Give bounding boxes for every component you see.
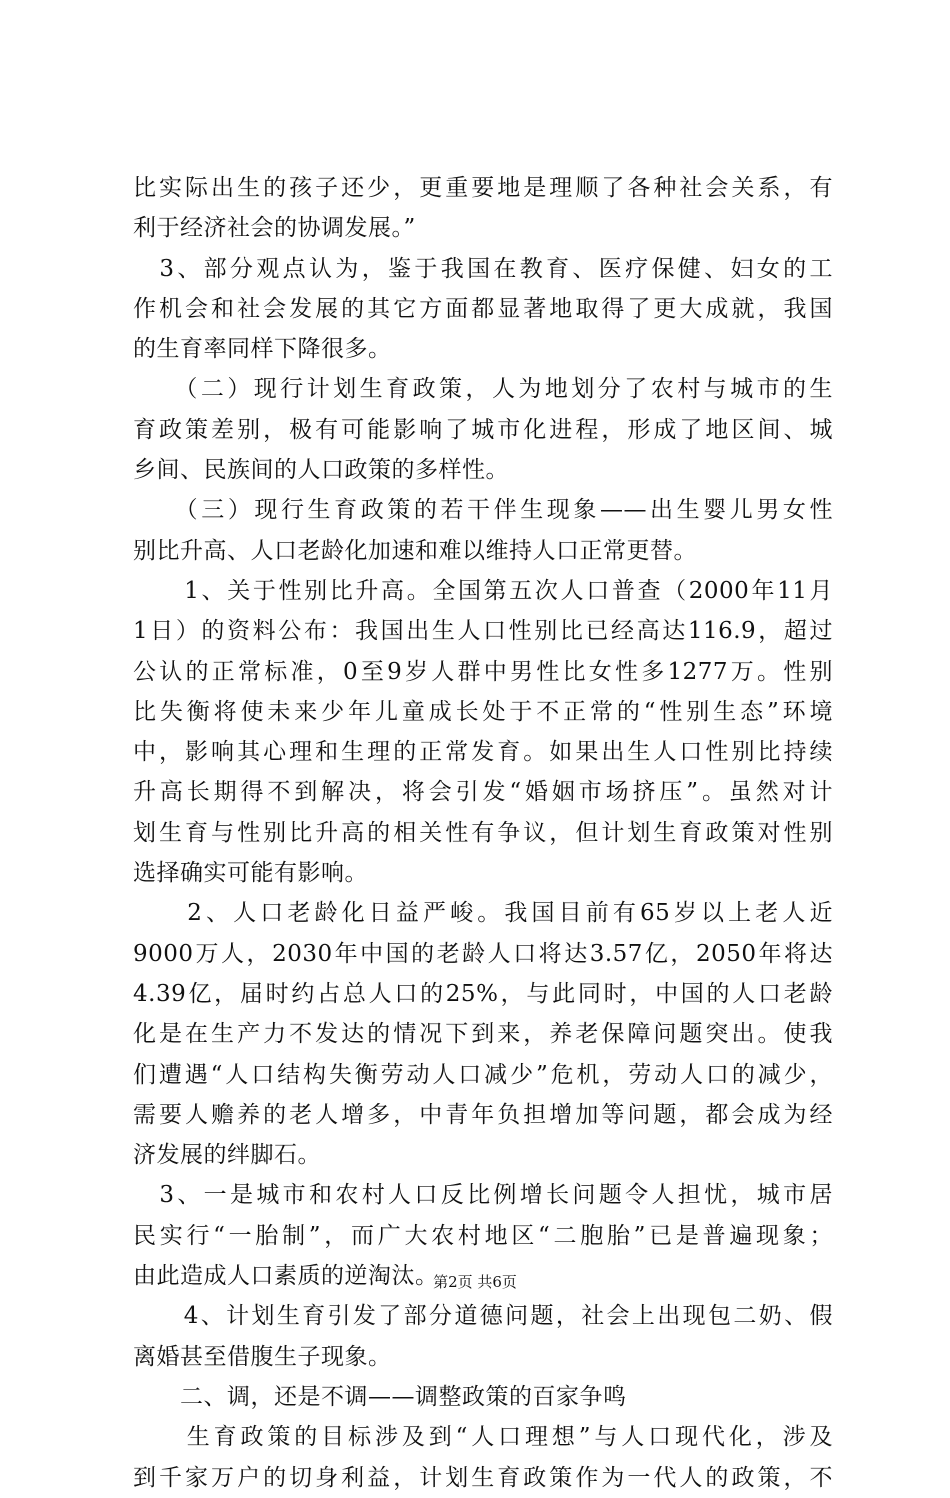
text-line: 乡间、民族间的人口政策的多样性。 [133, 457, 509, 484]
text-line: 二、调，还是不调——调整政策的百家争鸣 [133, 1383, 627, 1410]
text-line: 由此造成人口素质的逆淘汰。 [133, 1263, 439, 1290]
page-footer: 第2页 共6页 [433, 1273, 517, 1291]
text-line: 作机会和社会发展的其它方面都显著地取得了更大成就，我国 [133, 295, 833, 322]
text-line: 需要人赡养的老人增多，中青年负担增加等问题，都会成为经 [133, 1101, 833, 1128]
text-line: （三）现行生育政策的若干伴生现象——出生婴儿男女性 [133, 497, 833, 524]
text-line: 3、一是城市和农村人口反比例增长问题令人担忧，城市居 [133, 1182, 833, 1209]
text-line: 划生育与性别比升高的相关性有争议，但计划生育政策对性别 [133, 819, 833, 846]
text-line: 3、部分观点认为，鉴于我国在教育、医疗保健、妇女的工 [133, 255, 833, 282]
text-line: 1日）的资料公布：我国出生人口性别比已经高达116.9，超过 [133, 618, 833, 645]
text-line: 2、人口老龄化日益严峻。我国目前有65岁以上老人近 [133, 900, 833, 927]
text-line: 别比升高、人口老龄化加速和难以维持人口正常更替。 [133, 537, 697, 564]
text-line: 选择确实可能有影响。 [133, 860, 368, 887]
text-line: 们遭遇“人口结构失衡劳动人口减少”危机，劳动人口的减少， [133, 1061, 833, 1088]
document-body [133, 168, 833, 1498]
text-line: 生育政策的目标涉及到“人口理想”与人口现代化，涉及 [133, 1424, 833, 1451]
text-line: 利于经济社会的协调发展。” [133, 215, 416, 242]
text-line: 到千家万户的切身利益，计划生育政策作为一代人的政策，不 [133, 1464, 833, 1491]
text-line: 9000万人，2030年中国的老龄人口将达3.57亿，2050年将达 [133, 940, 833, 967]
text-line: 公认的正常标准，0至9岁人群中男性比女性多1277万。性别 [133, 658, 833, 685]
text-line: 济发展的绊脚石。 [133, 1142, 321, 1169]
text-line: 1、关于性别比升高。全国第五次人口普查（2000年11月 [133, 577, 833, 604]
text-line: 4、计划生育引发了部分道德问题，社会上出现包二奶、假 [133, 1303, 833, 1330]
text-line: 比失衡将使未来少年儿童成长处于不正常的“性别生态”环境 [133, 698, 833, 725]
text-line: 比实际出生的孩子还少，更重要地是理顺了各种社会关系，有 [133, 175, 833, 201]
text-line: 4.39亿，届时约占总人口的25%，与此同时，中国的人口老龄 [133, 980, 833, 1007]
text-line: 的生育率同样下降很多。 [133, 336, 392, 363]
text-line: 离婚甚至借腹生子现象。 [133, 1343, 392, 1370]
text-line: 化是在生产力不发达的情况下到来，养老保障问题突出。使我 [133, 1021, 833, 1048]
text-line: 中，影响其心理和生理的正常发育。如果出生人口性别比持续 [133, 739, 833, 766]
text-line: （二）现行计划生育政策，人为地划分了农村与城市的生 [133, 376, 833, 403]
text-line: 育政策差别，极有可能影响了城市化进程，形成了地区间、城 [133, 416, 833, 443]
text-line: 民实行“一胎制”，而广大农村地区“二胞胎”已是普遍现象； [133, 1222, 833, 1249]
text-line: 升高长期得不到解决，将会引发“婚姻市场挤压”。虽然对计 [133, 779, 833, 806]
